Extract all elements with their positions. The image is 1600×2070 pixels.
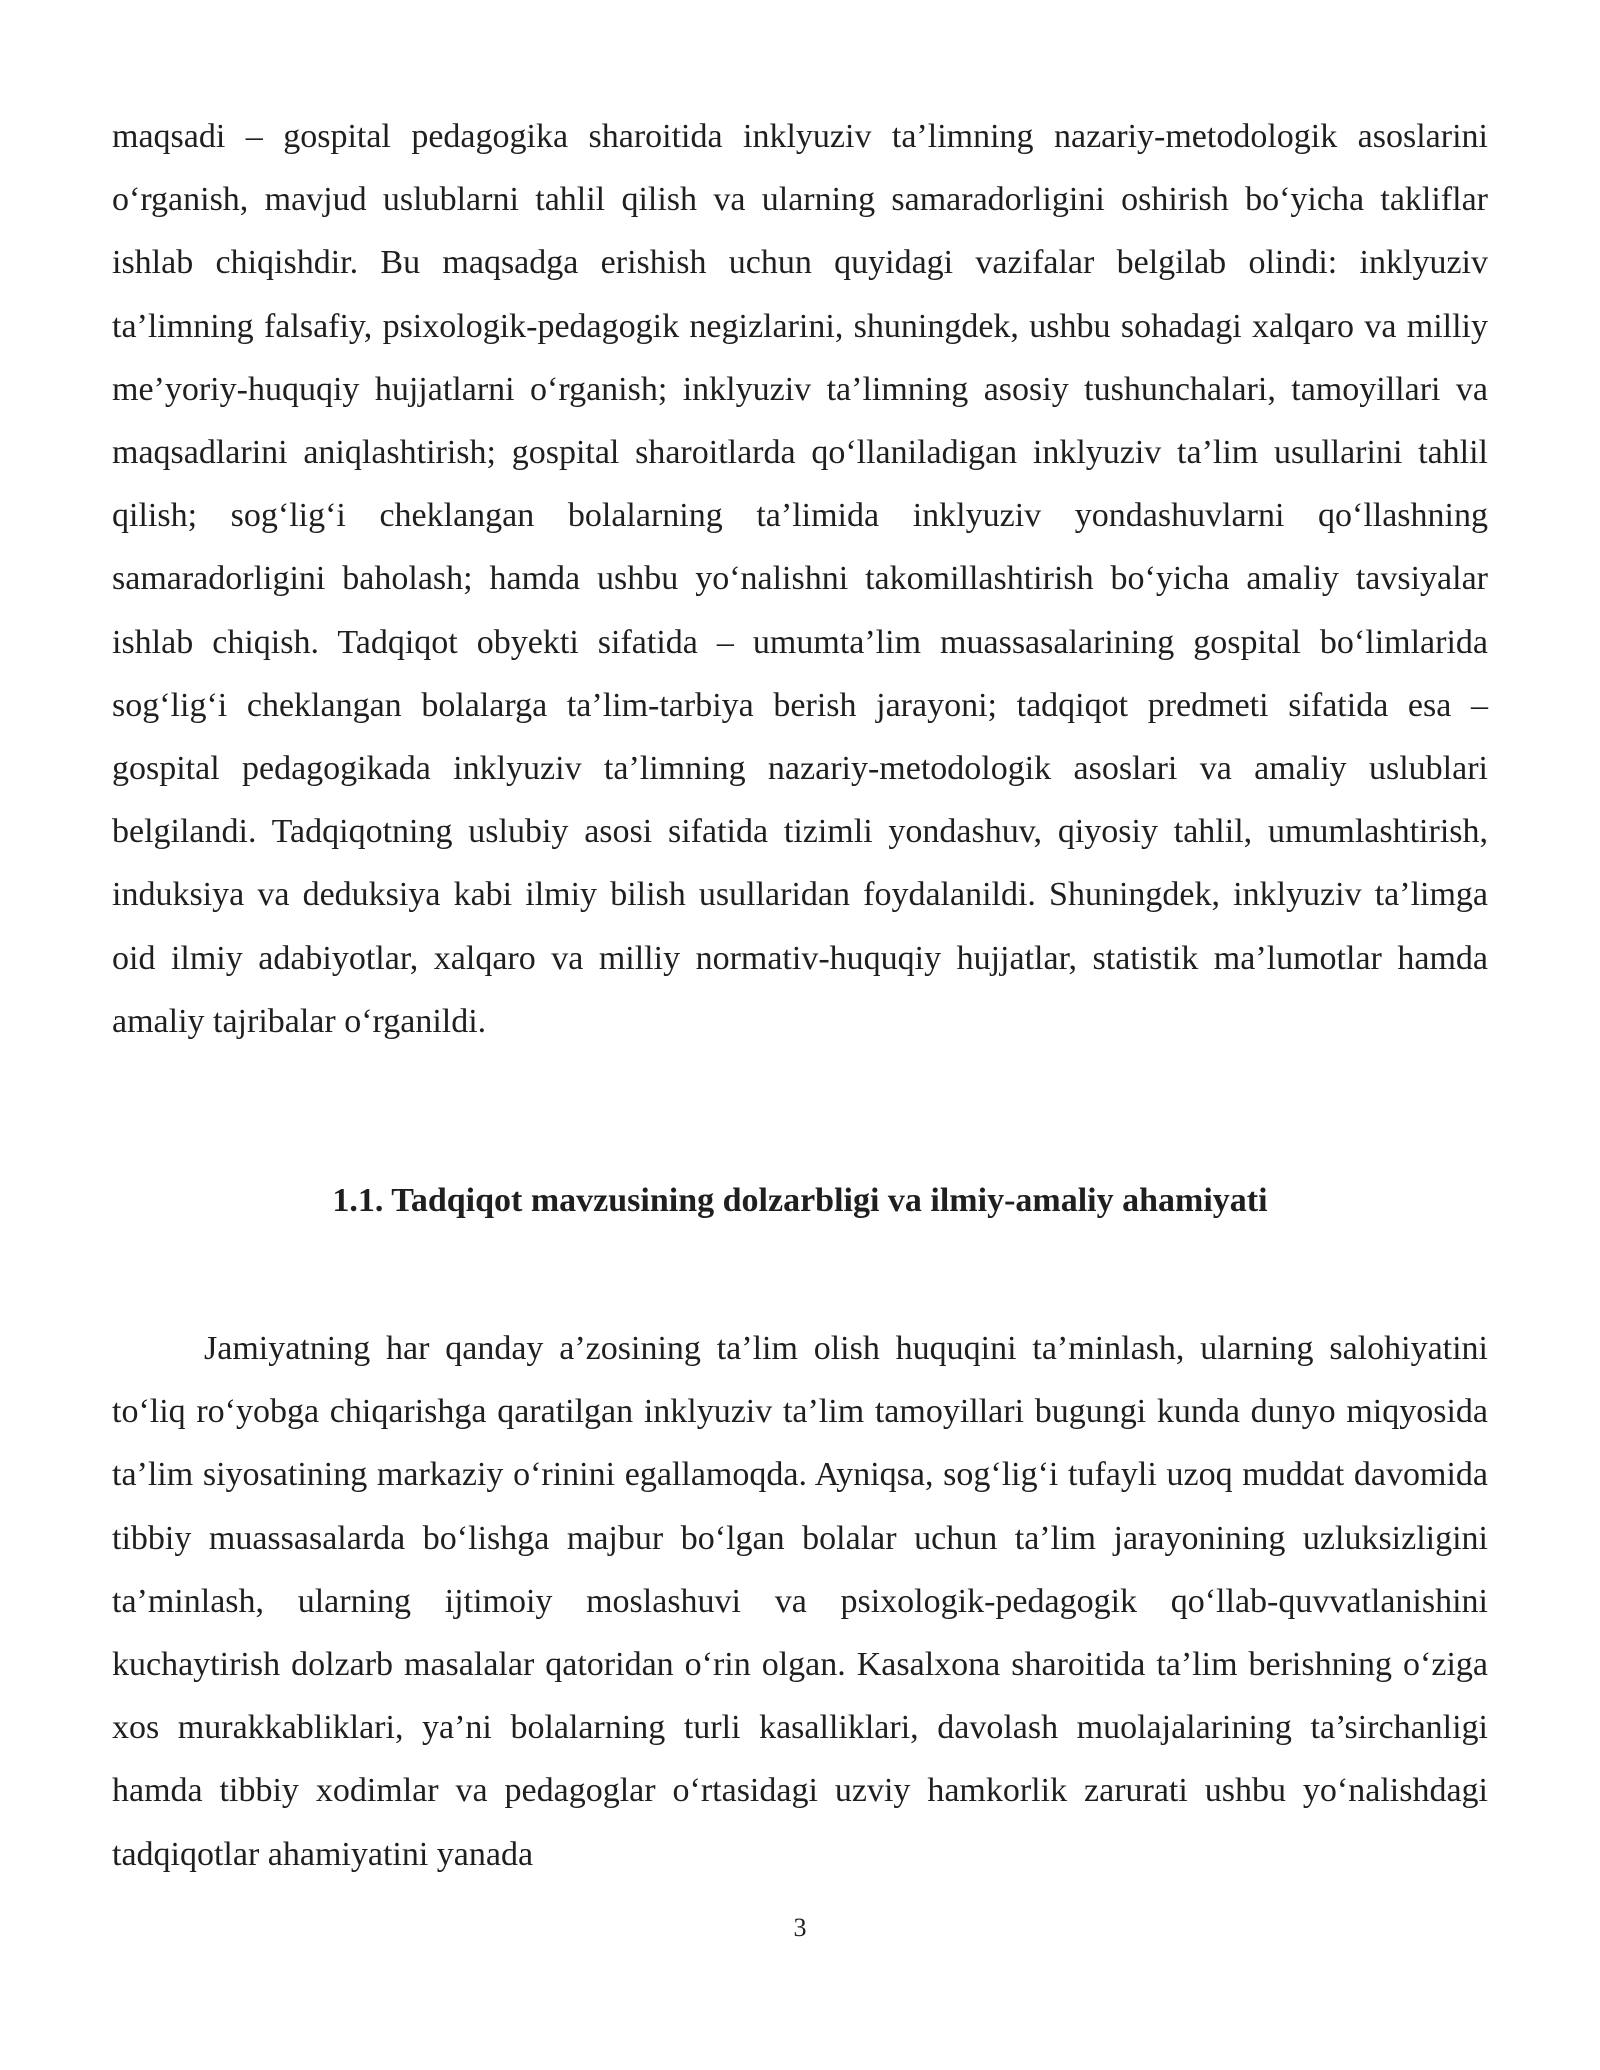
page-number: 3 [793,1913,807,1942]
section-heading-container [112,1182,1488,1220]
body-paragraph: maqsadi – gospital pedagogika sharoitida inklyuziv ta’limning nazariy-metodologik asoslarini o‘rganish, mavjud uslublarni tahlil qilish va ularning samaradorligini oshirish bo‘yicha takliflar ishlab chiqishdir. Bu maqsadga erishish uchun quyidagi vazifalar belgilab olindi: inklyuziv ta’limning falsafiy, psixologik-pedagogik negizlarini, shuningdek, ushbu sohadagi xalqaro va milliy me’yoriy-huquqiy hujjatlarni o‘rganish; inklyuziv ta’limning asosiy tushunchalari, tamoyillari va maqsadlarini aniqlashtirish; gospital sharoitlarda qo‘llaniladigan inklyuziv ta’lim usullarini tahlil qilish; sog‘lig‘i cheklangan bolalarning ta’limida inklyuziv yondashuvlarni qo‘llashning samaradorligini baholash; hamda ushbu yo‘nalishni takomillashtirish bo‘yicha amaliy tavsiyalar ishlab chiqish. Tadqiqot obyekti sifatida – umumta’lim muassasalarining gospital bo‘limlarida sog‘lig‘i cheklangan bolalarga ta’lim-tarbiya berish jarayoni; tadqiqot predmeti sifatida esa – gospital pedagogikada inklyuziv ta’limning nazariy-metodologik asoslari va amaliy uslublari belgilandi. Tadqiqotning uslubiy asosi sifatida tizimli yondashuv, qiyosiy tahlil, umumlashtirish, induksiya va deduksiya kabi ilmiy bilish usullaridan foydalanildi. Shuningdek, inklyuziv ta’limga oid ilmiy adabiyotlar, xalqaro va milliy normativ-huquqiy hujjatlar, statistik ma’lumotlar hamda amaliy tajribalar o‘rganildi. [112,118,1488,1040]
body-paragraph: Jamiyatning har qanday a’zosining ta’lim olish huquqini ta’minlash, ularning salohiyatini to‘liq ro‘yobga chiqarishga qaratilgan inklyuziv ta’lim tamoyillari bugungi kunda dunyo miqyosida ta’lim siyosatining markaziy o‘rinini egallamoqda. Ayniqsa, sog‘lig‘i tufayli uzoq muddat davomida tibbiy muassasalarda bo‘lishga majbur bo‘lgan bolalar uchun ta’lim jarayonining uzluksizligini ta’minlash, ularning ijtimoiy moslashuvi va psixologik-pedagogik qo‘llab-quvvatlanishini kuchaytirish dolzarb masalalar qatoridan o‘rin olgan. Kasalxona sharoitida ta’lim berishning o‘ziga xos murakkabliklari, ya’ni bolalarning turli kasalliklari, davolash muolajalarining ta’sirchanligi hamda tibbiy xodimlar va pedagoglar o‘rtasidagi uzviy hamkorlik zarurati ushbu yo‘nalishdagi tadqiqotlar ahamiyatini yanada [112,1330,1488,1873]
section-body [112,1317,1488,1886]
section-heading: 1.1. Tadqiqot mavzusining dolzarbligi va ilmiy-amaliy ahamiyati [332,1182,1268,1219]
document-page [112,105,1488,1053]
